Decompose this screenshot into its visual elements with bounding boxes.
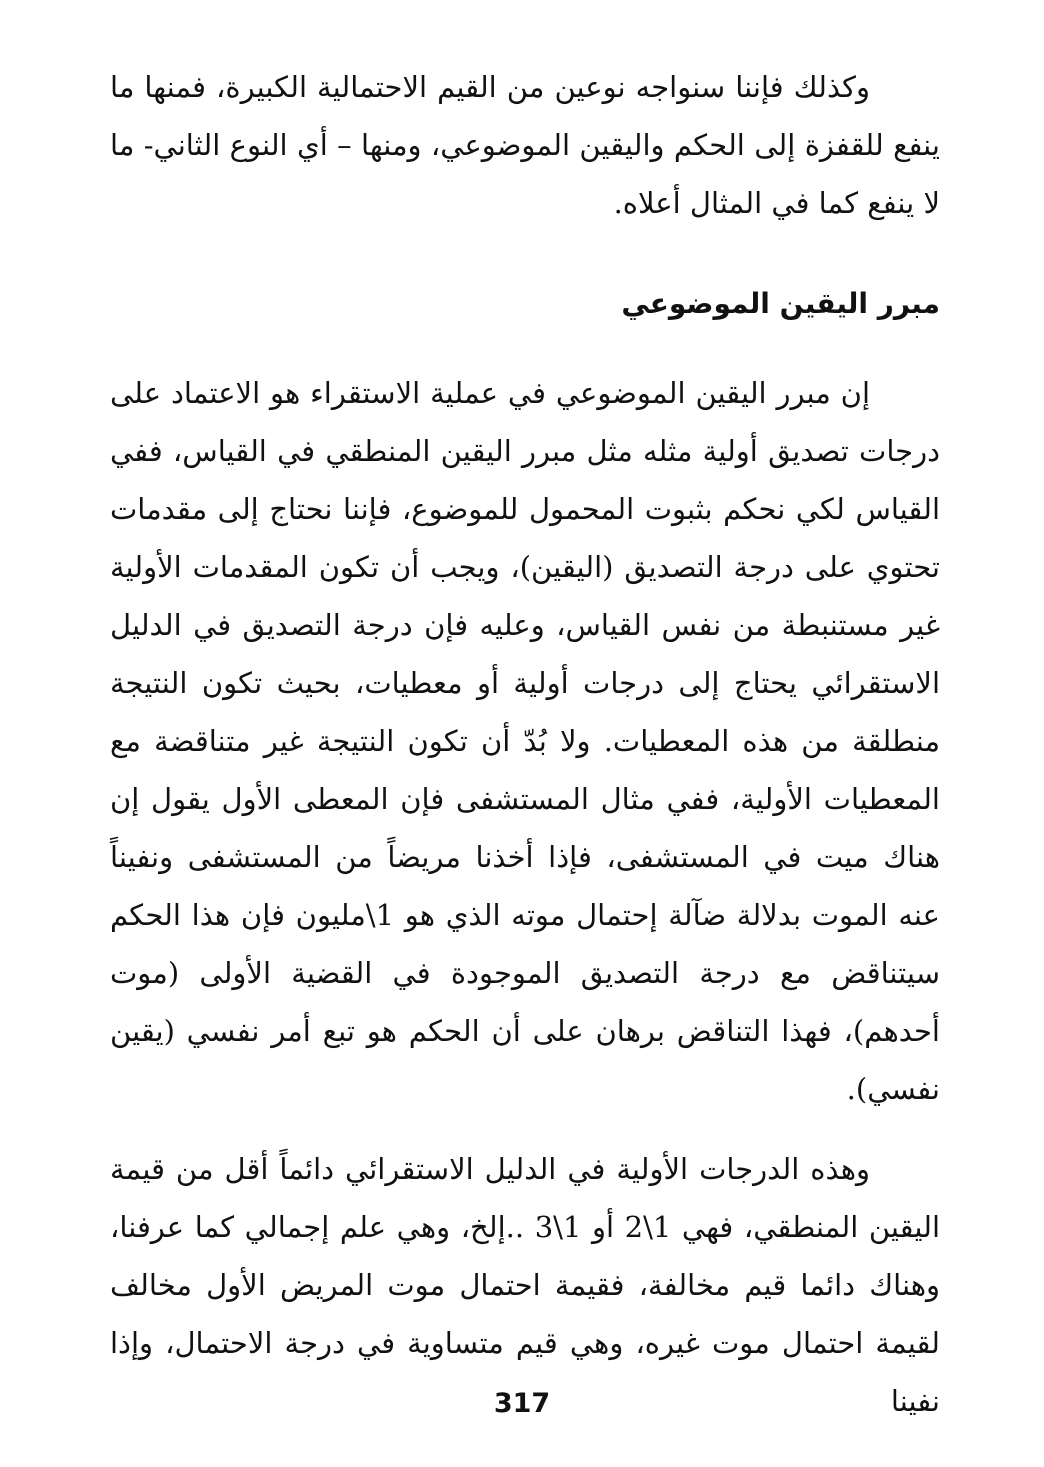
section-heading: مبرر اليقين الموضوعي: [621, 287, 940, 320]
paragraph-justification: إن مبرر اليقين الموضوعي في عملية الاستقراء هو الاعتماد على درجات تصديق أولية مثله مثل مبرر اليقين المنطقي في القياس، ففي القياس لكي نحكم بثبوت المحمول للموضوع، فإننا نحتاج إلى مقدمات تحتوي على درجة التصديق (اليقين)، ويجب أن تكون المقدمات الأولية غير مستنبطة من نفس القياس، وعليه فإن درجة التصديق في الدليل الاستقرائي يحتاج إلى درجات أولية أو معطيات، بحيث تكون النتيجة منطلقة من هذه المعطيات. ولا بُدّ أن تكون النتيجة غير متناقضة مع المعطيات الأولية، ففي مثال المستشفى فإن المعطى الأول يقول إن هناك ميت في المستشفى، فإذا أخذنا مريضاً من المستشفى ونفيناً عنه الموت بدلالة ضآلة إحتمال موته الذي هو 1\مليون فإن هذا الحكم سيتناقض مع درجة التصديق الموجودة في القضية الأولى (موت أحدهم)، فهذا التناقض برهان على أن الحكم هو تبع أمر نفسي (يقين نفسي).: [110, 376, 940, 1106]
page-body: [110, 58, 940, 1430]
paragraph-intro: وكذلك فإننا سنواجه نوعين من القيم الاحتمالية الكبيرة، فمنها ما ينفع للقفزة إلى الحكم واليقين الموضوعي، ومنها – أي النوع الثاني- ما لا ينفع كما في المثال أعلاه.: [110, 70, 940, 220]
paragraph-gap: [110, 1118, 940, 1140]
paragraph-initial-degrees: وهذه الدرجات الأولية في الدليل الاستقرائي دائماً أقل من قيمة اليقين المنطقي، فهي 1\2 أو 1\3 ..إلخ، وهي علم إجمالي كما عرفنا، وهناك دائما قيم مخالفة، فقيمة احتمال موت المريض الأول مخالف لقيمة احتمال موت غيره، وهي قيم متساوية في درجة الاحتمال، وإذا نفينا: [110, 1152, 941, 1418]
page-number: 317: [493, 1388, 551, 1419]
